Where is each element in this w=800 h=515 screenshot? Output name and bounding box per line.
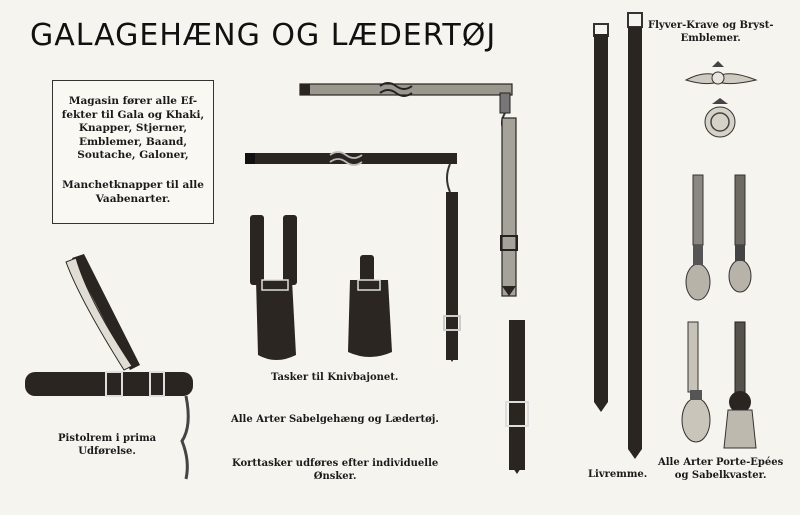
long-belt-left	[594, 24, 608, 412]
short-strap	[506, 320, 528, 474]
caption-flyer	[648, 20, 773, 45]
caption-porte-epees	[658, 457, 783, 482]
info-note-line: Manchetknapper til alle	[62, 179, 204, 191]
caption-line: Ønsker.	[313, 470, 357, 482]
info-line: Knapper, Stjerner,	[78, 122, 188, 134]
caption-cartridge	[232, 458, 438, 483]
knife-holster-right	[348, 255, 392, 357]
sabel-belt-top	[300, 83, 517, 296]
info-note-line: Vaabenarter.	[95, 192, 171, 205]
flyer-emblem-crest	[705, 98, 735, 137]
flyer-emblem-wings	[686, 61, 756, 84]
caption-line: Alle Arter Porte-Epées	[658, 457, 784, 468]
info-line: Soutache, Galoner,	[77, 149, 189, 161]
info-line: fekter til Gala og Khaki,	[61, 108, 205, 121]
sabel-tassel-1	[682, 322, 710, 442]
knife-holster-left	[250, 215, 297, 360]
caption-line: og Sabelkvaster.	[674, 469, 767, 481]
caption-line: Udførelse.	[78, 445, 136, 457]
long-belt-right	[628, 13, 642, 459]
info-line: Emblemer, Baand,	[78, 135, 188, 148]
porte-epee-2	[729, 175, 751, 292]
caption-line: Emblemer.	[680, 32, 741, 44]
caption-livremme: Livremme.	[588, 469, 648, 480]
caption-line: Korttasker udføres efter individuelle	[232, 458, 439, 469]
caption-line: Pistolrem i prima	[58, 433, 157, 444]
caption-line: Flyver-Krave og Bryst-	[648, 20, 774, 31]
caption-pistol-belt	[58, 433, 156, 458]
porte-epee-1	[686, 175, 710, 300]
info-line: Magasin fører alle Ef-	[68, 95, 198, 107]
sabel-tassel-2	[724, 322, 756, 448]
caption-knife-bayonet: Tasker til Knivbajonet.	[271, 372, 399, 383]
caption-sabel: Alle Arter Sabelgehæng og Lædertøj.	[231, 414, 439, 425]
page-title: GALAGEHÆNG OG LÆDERTØJ	[30, 18, 497, 53]
